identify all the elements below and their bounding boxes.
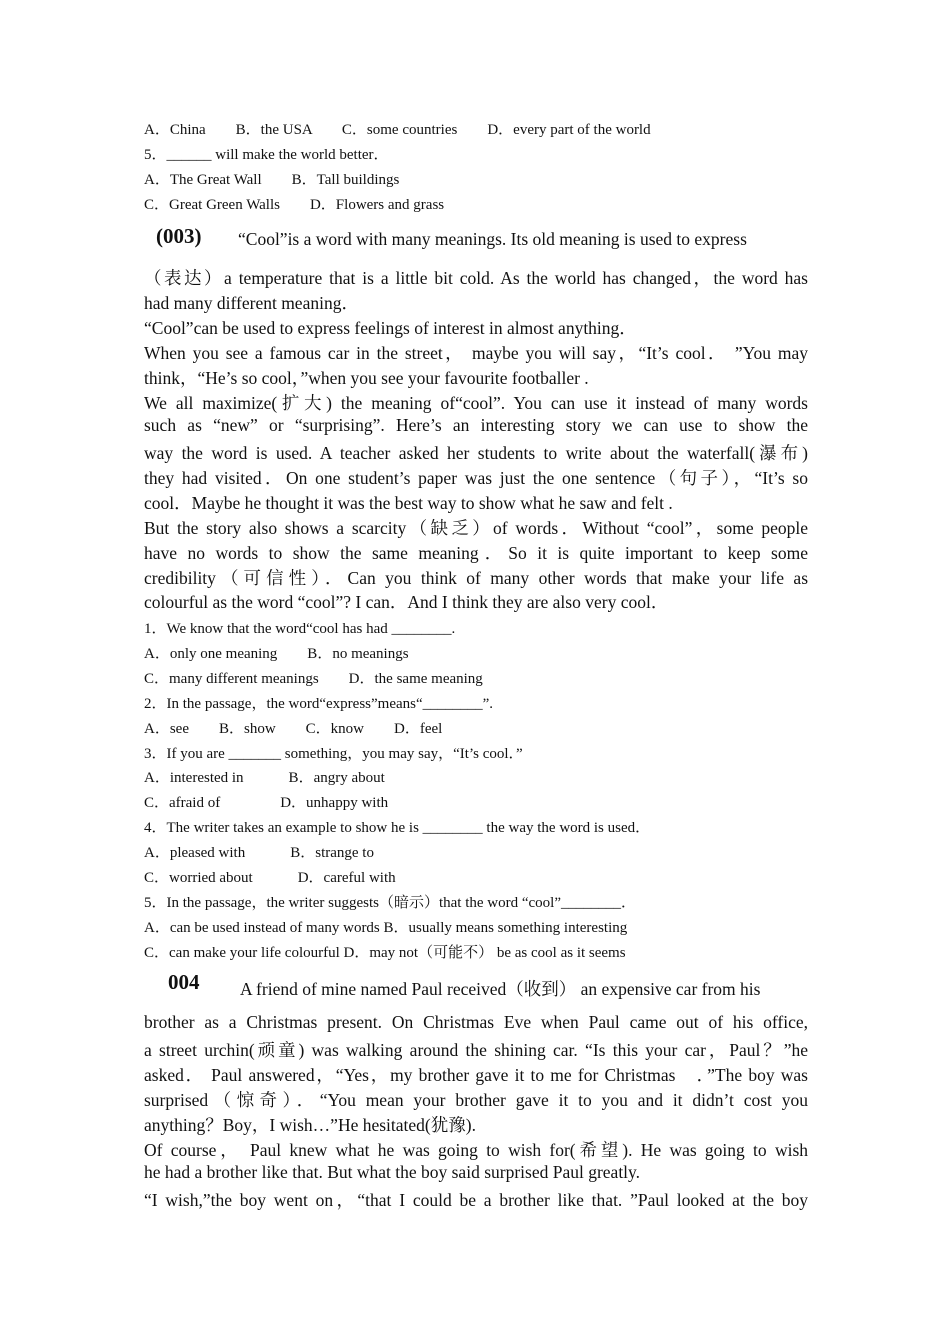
passage-004-first-line: A friend of mine named Paul received（收到） an expensive car from his (240, 979, 761, 999)
passage-003-line: We all maximize(扩大) the meaning of“cool”. You can use it instead of many words (144, 393, 808, 413)
passage-003-line: had many different meaning． (144, 293, 359, 313)
passage-003-line: have no words to show the same meaning．So it is quite important to keep some (144, 543, 808, 563)
passage-003-line: When you see a famous car in the street， maybe you will say，“It’s cool． ”You may (144, 343, 808, 363)
passage-003-line: credibility（可信性）．Can you think of many other words that make your life as (144, 568, 808, 588)
passage-004-line: brother as a Christmas present. On Christmas Eve when Paul came out of his office, (144, 1012, 808, 1032)
question-line: C．worried about D．careful with (144, 870, 396, 886)
passage-004-line: Of course， Paul knew what he was going to wish for(希望). He was going to wish (144, 1140, 808, 1160)
q5-options-ab: A．The Great Wall B．Tall buildings (144, 172, 400, 188)
question-line: 4．The writer takes an example to show he is ________ the way the word is used． (144, 820, 651, 836)
passage-004-line: surprised（惊奇）．“You mean your brother gave it to you and it didn’t cost you (144, 1090, 808, 1110)
passage-003-line: such as “new” or “surprising”. Here’s an interesting story we can use to show the (144, 415, 808, 435)
passage-004-line: “I wish,”the boy went on，“that I could be a brother like that. ”Paul looked at the boy (144, 1190, 808, 1210)
question-line: C．many different meanings D．the same meaning (144, 671, 483, 687)
question-line: A．pleased with B．strange to (144, 845, 374, 861)
passage-003-line: think，“He’s so cool，”when you see your favourite footballer . (144, 368, 589, 388)
section-004-number: 004 (168, 970, 200, 994)
section-003-number: (003) (156, 224, 202, 248)
question-line: A．see B．show C．know D．feel (144, 721, 443, 737)
question-line: 3．If you are _______ something，you may say，“It’s cool．” (144, 746, 523, 762)
question-line: C．afraid of D．unhappy with (144, 795, 389, 811)
passage-003-line: “Cool”can be used to express feelings of interest in almost anything． (144, 318, 637, 338)
passage-003-line: way the word is used. A teacher asked her students to write about the waterfall(瀑布) (144, 443, 808, 463)
passage-003-line: colourful as the word “cool”? I can．And I think they are also very cool． (144, 592, 669, 612)
question-line: A．interested in B．angry about (144, 770, 385, 786)
passage-004-line: anything？Boy，I wish…”He hesitated(犹豫). (144, 1115, 476, 1135)
passage-003-line: （表达）a temperature that is a little bit cold. As the world has changed，the word has (144, 268, 808, 288)
question-line: 2．In the passage，the word“express”means“________”. (144, 696, 494, 712)
passage-003-first-line: “Cool”is a word with many meanings. Its old meaning is used to express (238, 229, 747, 249)
passage-004-line: he had a brother like that. But what the boy said surprised Paul greatly. (144, 1162, 641, 1182)
question-line: 1．We know that the word“cool has had ________. (144, 621, 456, 637)
q5-options-cd: C．Great Green Walls D．Flowers and grass (144, 197, 445, 213)
passage-003-line: cool．Maybe he thought it was the best way to show what he saw and felt . (144, 493, 673, 513)
passage-004-line: a street urchin(顽童) was walking around the shining car. “Is this your car，Paul？”he (144, 1040, 808, 1060)
q4-options: A．China B．the USA C．some countries D．every part of the world (144, 122, 651, 138)
q5-stem: 5．______ will make the world better． (144, 147, 389, 163)
passage-003-line: they had visited．On one student’s paper was just the one sentence（句子），“It’s so (144, 468, 808, 488)
question-line: C．can make your life colourful D．may not（可能不） be as cool as it seems (144, 945, 626, 961)
question-line: A．can be used instead of many words B．usually means something interesting (144, 920, 628, 936)
passage-003-line: But the story also shows a scarcity（缺乏）of words．Without “cool”，some people (144, 518, 808, 538)
question-line: A．only one meaning B．no meanings (144, 646, 409, 662)
question-line: 5．In the passage，the writer suggests（暗示）that the word “cool”________． (144, 895, 636, 911)
passage-004-line: asked． Paul answered，“Yes，my brother gave it to me for Christmas ．”The boy was (144, 1065, 808, 1085)
